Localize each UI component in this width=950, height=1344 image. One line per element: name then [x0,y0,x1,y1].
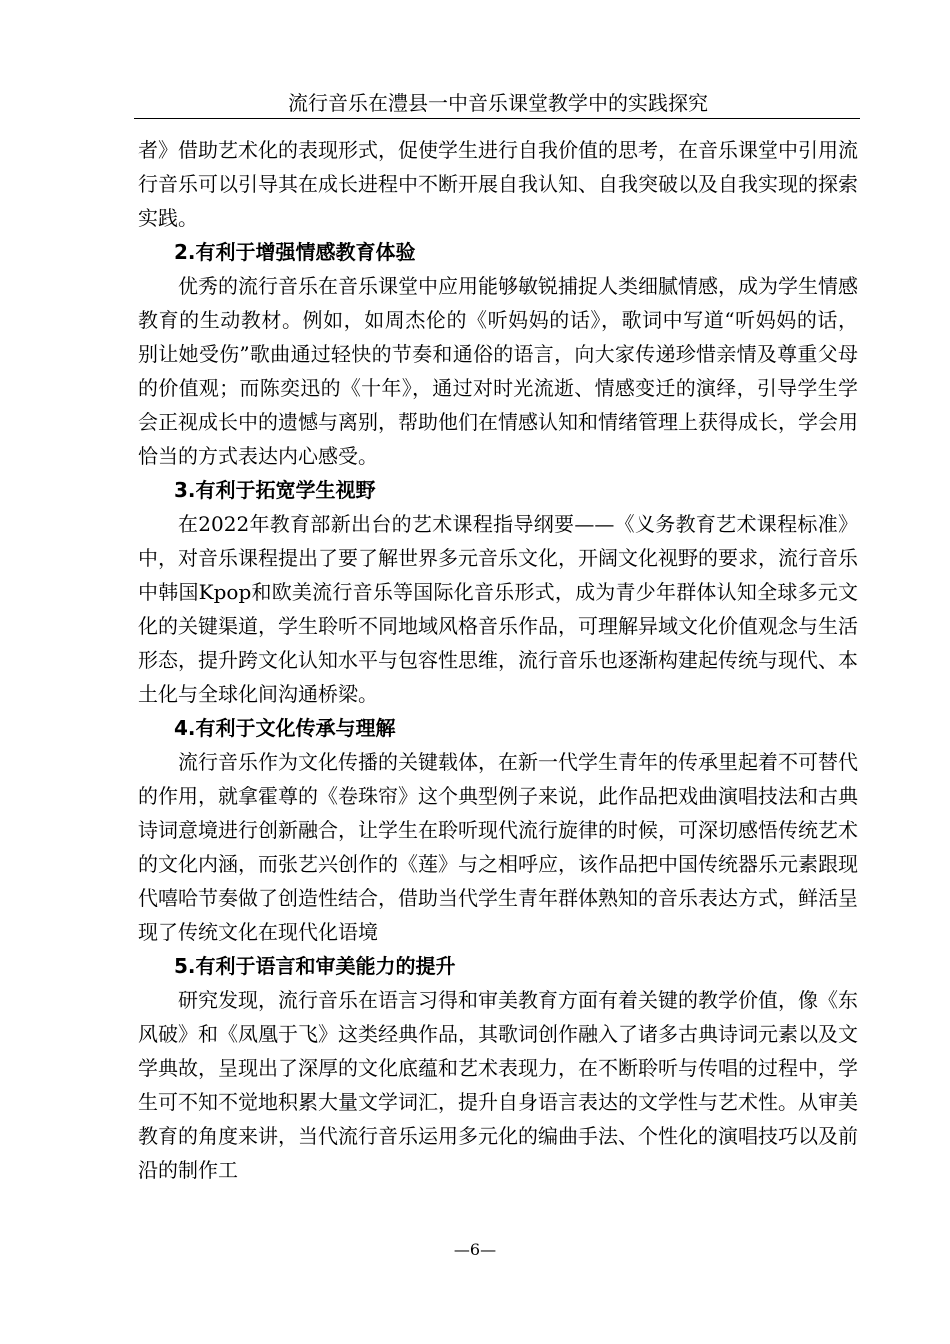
paragraph-language-aesthetics: 研究发现，流行音乐在语言习得和审美教育方面有着关键的教学价值，像《东风破》和《凤凰于飞》这类经典作品，其歌词创作融入了诸多古典诗词元素以及文学典故，呈现出了深厚的文化底蕴和艺术表现力，在不断聆听与传唱的过程中，学生可不知不觉地积累大量文学词汇，提升自身语言表达的文学性与艺术性。从审美教育的角度来讲，当代流行音乐运用多元化的编曲手法、个性化的演唱技巧以及前沿的制作工 [138,988,858,1182]
section-heading-3: 3.有利于拓宽学生视野 [174,478,376,502]
paragraph-emotional-education: 优秀的流行音乐在音乐课堂中应用能够敏锐捕捉人类细腻情感，成为学生情感教育的生动教材。例如，如周杰伦的《听妈妈的话》，歌词中写道“听妈妈的话，别让她受伤”歌曲通过轻快的节奏和通俗的语言，向大家传递珍惜亲情及尊重父母的价值观；而陈奕迅的《十年》，通过对时光流逝、情感变迁的演绎，引导学生学会正视成长中的遗憾与离别，帮助他们在情感认知和情绪管理上获得成长，学会用恰当的方式表达内心感受。 [138,274,858,468]
document-body [138,133,858,1187]
paragraph-continuation: 者》借助艺术化的表现形式，促使学生进行自我价值的思考，在音乐课堂中引用流行音乐可以引导其在成长进程中不断开展自我认知、自我突破以及自我实现的探索实践。 [138,138,858,230]
paragraph-broaden-horizons: 在2022年教育部新出台的艺术课程指导纲要——《义务教育艺术课程标准》中，对音乐课程提出了要了解世界多元音乐文化，开阔文化视野的要求，流行音乐中韩国Kpop和欧美流行音乐等国际化音乐形式，成为青少年群体认知全球多元文化的关键渠道，学生聆听不同地域风格音乐作品，可理解异域文化价值观念与生活形态，提升跨文化认知水平与包容性思维，流行音乐也逐渐构建起传统与现代、本土化与全球化间沟通桥梁。 [138,512,858,706]
section-heading-4: 4.有利于文化传承与理解 [174,716,396,740]
running-header: 流行音乐在澧县一中音乐课堂教学中的实践探究 [288,91,708,115]
header-rule [134,118,860,119]
section-heading-2: 2.有利于增强情感教育体验 [174,240,416,264]
page-number: —6— [453,1240,497,1259]
paragraph-cultural-heritage: 流行音乐作为文化传播的关键载体，在新一代学生青年的传承里起着不可替代的作用，就拿霍尊的《卷珠帘》这个典型例子来说，此作品把戏曲演唱技法和古典诗词意境进行创新融合，让学生在聆听现代流行旋律的时候，可深切感悟传统艺术的文化内涵，而张艺兴创作的《莲》与之相呼应，该作品把中国传统器乐元素跟现代嘻哈节奏做了创造性结合，借助当代学生青年群体熟知的音乐表达方式，鲜活呈现了传统文化在现代化语境 [138,750,858,944]
section-heading-5: 5.有利于语言和审美能力的提升 [174,954,456,978]
